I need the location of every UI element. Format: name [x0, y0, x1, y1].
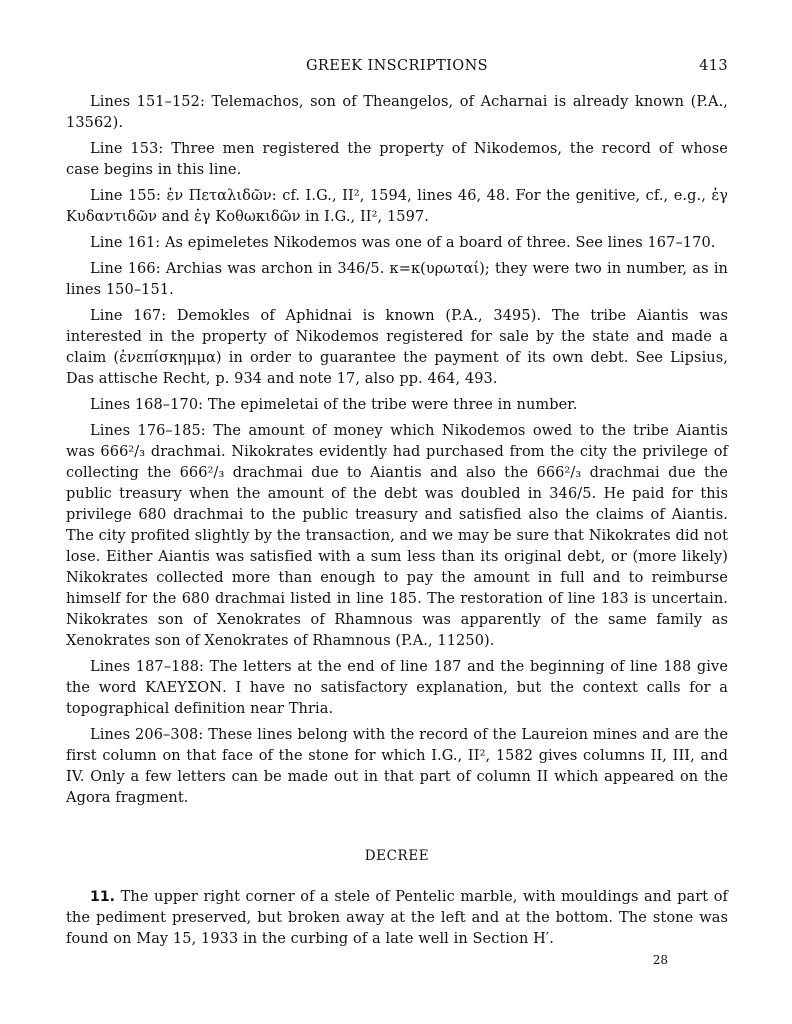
note-label: Line 166: [90, 261, 161, 277]
section-heading: DECREE [364, 848, 430, 864]
note-paragraph [66, 725, 728, 809]
note-text: Demokles of Aphidnai is known (P.A., 3495). The tribe Aiantis was interested in the property of Nikodemos registered for sale by the state and made a claim (ἐνεπίσκημμα) in order to guarantee the payment of its own debt. See Lipsius, Das attische Recht, p. 934 and note 17, also pp. 464, 493. [66, 308, 729, 387]
note-text: Archias was archon in 346/5. κ=κ(υρωταί); they were two in number, as in lines 150–151. [66, 261, 728, 298]
inscription-entry [66, 887, 728, 950]
running-title: GREEK INSCRIPTIONS [305, 58, 489, 74]
note-label: Line 153: [90, 141, 164, 157]
note-text: The epimeletai of the tribe were three in number. [207, 397, 578, 413]
running-header [66, 58, 728, 78]
note-text: As epimeletes Nikodemos was one of a board of three. See lines 167–170. [164, 235, 716, 251]
note-paragraph [66, 395, 728, 416]
note-text: The letters at the end of line 187 and the beginning of line 188 give the word ΚΛΕΥΣΟΝ. I have no satisfactory explanation, but the context calls for a topographical definition near Thria. [66, 659, 729, 717]
note-paragraph [66, 139, 728, 181]
note-paragraph [66, 92, 728, 134]
entry-text: The upper right corner of a stele of Pentelic marble, with mouldings and part of the pediment preserved, but broken away at the left and at the bottom. The stone was found on May 15, 1933 in the curbing of a late well in Section Η′. [66, 889, 728, 947]
note-label: Line 161: [90, 235, 161, 251]
note-text: The amount of money which Nikodemos owed to the tribe Aiantis was 666²/₃ drachmai. Nikokrates evidently had purchased from the city the privilege of collecting the 666²/₃ drachmai due to Aiantis and also the 666²/₃ drachmai due the public treasury when the amount of the debt was doubled in 346/5. He paid for this privilege 680 drachmai to the public treasury and satisfied also the claims of Aiantis. The city profited slightly by the transaction, and we may be sure that Nikokrates did not lose. Either Aiantis was satisfied with a sum less than its original debt, or (more likely) Nikokrates collected more than enough to pay the amount in full and to reimburse himself for the 680 drachmai listed in line 185. The restoration of line 183 is uncertain. Nikokrates son of Xenokrates of Rhamnous was apparently of the same family as Xenokrates son of Xenokrates of Rhamnous (P.A., 11250). [66, 423, 728, 649]
note-text: Telemachos, son of Theangelos, of Acharnai is already known (P.A., 13562). [66, 94, 728, 131]
entry-number: 11. [90, 889, 116, 905]
commentary [66, 92, 728, 814]
note-text: Three men registered the property of Nikodemos, the record of whose case begins in this line. [66, 141, 728, 178]
note-label: Lines 206–308: [90, 727, 204, 743]
page-number: 413 [699, 58, 728, 74]
note-label: Line 167: [90, 308, 167, 324]
note-text: These lines belong with the record of the Laureion mines and are the first column on that face of the stone for which I.G., II², 1582 gives columns II, III, and IV. Only a few letters can be made out in that part of column II which appeared on the Agora fragment. [66, 727, 728, 806]
note-label: Lines 151–152: [90, 94, 205, 110]
note-label: Line 155: [90, 188, 161, 204]
note-label: Lines 187–188: [90, 659, 205, 675]
signature-mark: 28 [652, 953, 668, 967]
note-paragraph [66, 186, 728, 228]
note-paragraph [66, 421, 728, 652]
note-label: Lines 176–185: [90, 423, 206, 439]
note-paragraph [66, 259, 728, 301]
note-label: Lines 168–170: [90, 397, 204, 413]
note-paragraph [66, 657, 728, 720]
note-text: ἐν Πεταλιδῶν: cf. I.G., II², 1594, lines 46, 48. For the genitive, cf., e.g., ἐγ Κυδαντιδῶν and ἐγ Κοθωκιδῶν in I.G., II², 1597. [66, 188, 728, 225]
entry-paragraph [66, 887, 728, 950]
note-paragraph [66, 233, 728, 254]
note-paragraph [66, 306, 728, 390]
